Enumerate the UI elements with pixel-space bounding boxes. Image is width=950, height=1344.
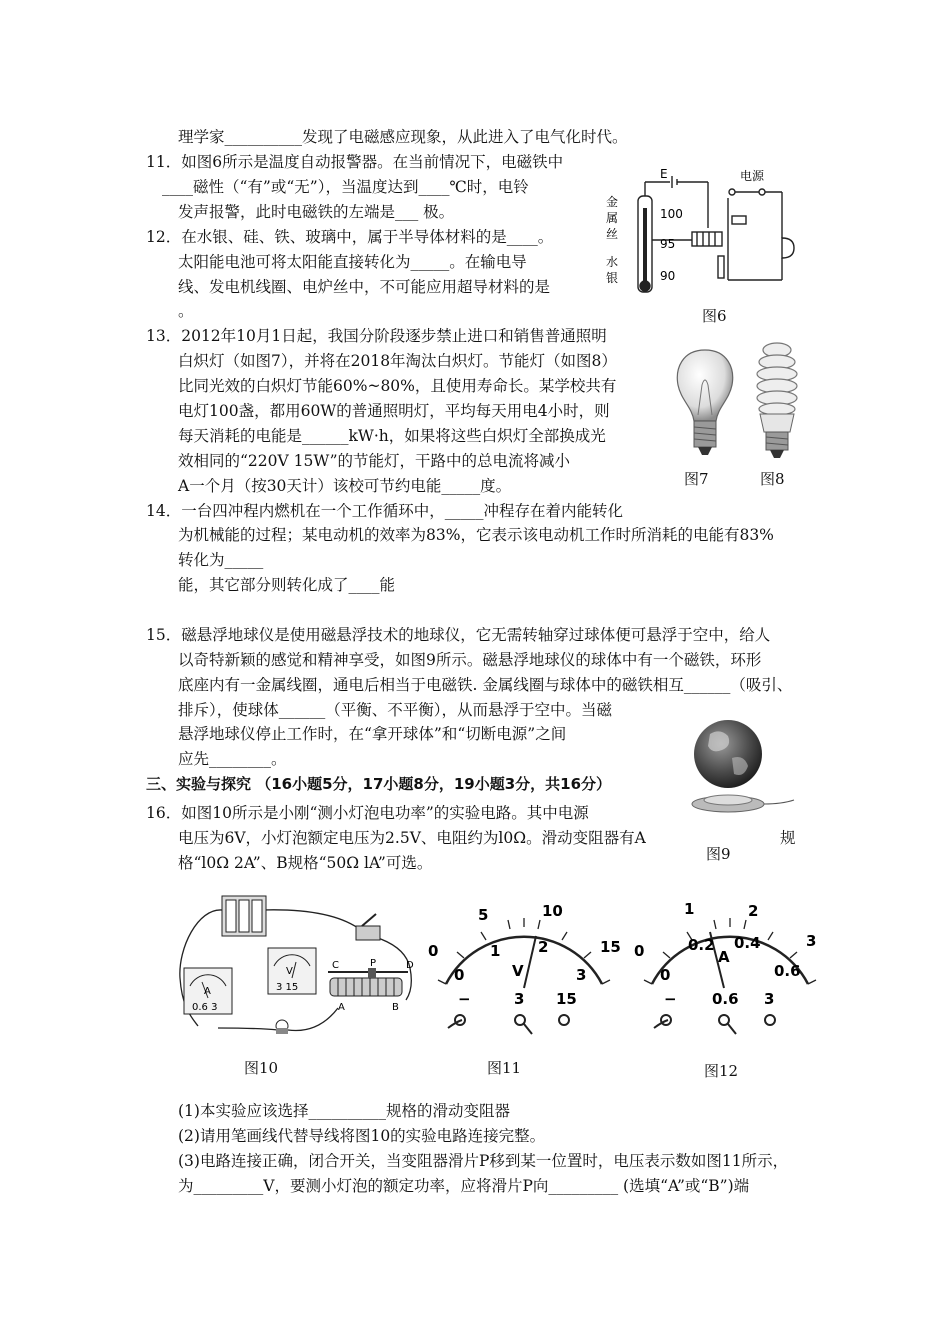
line-2: ____磁性（“有”或“无”），当温度达到____℃时，电铃 bbox=[162, 178, 529, 196]
fig11-terminal-15: 15 bbox=[556, 990, 577, 1008]
line-8: 13．2012年10月1日起，我国分阶段逐步禁止进口和销售普通照明 bbox=[146, 327, 607, 345]
fig11-needle bbox=[524, 936, 536, 988]
line-27: 电压为6V，小灯泡额定电压为2.5V、电阻约为l0Ω。滑动变阻器有A bbox=[178, 829, 646, 847]
fig12-terminal-06: 0.6 bbox=[712, 990, 739, 1008]
fig12-terminal-3: 3 bbox=[764, 990, 775, 1008]
fig12-tick-1: 1 bbox=[684, 900, 695, 918]
caption-fig11: 图11 bbox=[487, 1059, 522, 1077]
line-19: 15．磁悬浮地球仪是使用磁悬浮技术的地球仪，它无需转轴穿过球体便可悬浮于空中，给人 bbox=[146, 626, 771, 644]
fig10-label-p: P bbox=[370, 958, 377, 969]
fig11-tick-3: 3 bbox=[576, 966, 587, 984]
line-28: 规 bbox=[780, 829, 796, 847]
line-31: (2)请用笔画线代替导线将图10的实验电路连接完整。 bbox=[178, 1127, 546, 1145]
line-5: 太阳能电池可将太阳能直接转化为_____。在输电导 bbox=[178, 253, 527, 271]
fig6-label-e: E bbox=[660, 168, 668, 181]
line-6: 线、发电机线圈、电炉丝中，不可能应用超导材料的是 bbox=[178, 278, 551, 296]
line-1: 11．如图6所示是温度自动报警器。在当前情况下，电磁铁中 bbox=[146, 153, 564, 171]
fig12-terminal-minus: − bbox=[664, 990, 677, 1008]
line-33: 为_________V，要测小灯泡的额定功率，应将滑片P向_________ (选填“A”或“B”)端 bbox=[178, 1177, 750, 1195]
fig10-label-a: A bbox=[338, 1002, 345, 1013]
fig6-label-metal-2: 丝 bbox=[606, 227, 619, 241]
line-21: 底座内有一金属线圈，通电后相当于电磁铁. 金属线圈与球体中的磁铁相互______（吸引、 bbox=[178, 676, 793, 694]
fig12-tick-04: 0.4 bbox=[734, 934, 761, 952]
line-17: 转化为_____ bbox=[178, 551, 264, 569]
caption-fig7: 图7 bbox=[684, 470, 709, 488]
fig11-tick-10: 10 bbox=[542, 902, 563, 920]
figure-8-cfl-bulb bbox=[742, 338, 812, 463]
line-7: 。 bbox=[178, 302, 194, 320]
line-0: 理学家__________发现了电磁感应现象，从此进入了电气化时代。 bbox=[178, 128, 628, 146]
line-26: 16．如图10所示是小刚“测小灯泡电功率”的实验电路。其中电源 bbox=[146, 804, 589, 822]
line-10: 比同光效的白炽灯节能60%~80%，且使用寿命长。某学校共有 bbox=[178, 377, 617, 395]
line-22: 排斥），使球体______（平衡、不平衡），从而悬浮于空中。当磁 bbox=[178, 701, 613, 719]
fig11-tick-0-inner: 0 bbox=[454, 966, 465, 984]
figure-7-incandescent-bulb bbox=[670, 345, 740, 465]
fig10-voltmeter-label: V bbox=[286, 966, 293, 977]
fig11-tick-15: 15 bbox=[600, 938, 621, 956]
caption-fig6: 图6 bbox=[702, 307, 727, 325]
line-14: A一个月（按30天计）该校可节约电能_____度。 bbox=[178, 477, 512, 495]
fig10-label-d: D bbox=[406, 960, 414, 971]
fig11-tick-1: 1 bbox=[490, 942, 501, 960]
figure-10-circuit bbox=[178, 888, 418, 1038]
fig12-tick-0-outer: 0 bbox=[634, 942, 645, 960]
line-24: 应先________。 bbox=[178, 750, 287, 768]
line-29: 格“l0Ω 2A”、B规格“50Ω lA”可选。 bbox=[178, 854, 433, 872]
line-18: 能，其它部分则转化成了____能 bbox=[178, 576, 396, 594]
fig12-tick-06: 0.6 bbox=[774, 962, 801, 980]
line-15: 14．一台四冲程内燃机在一个工作循环中，_____冲程存在着内能转化 bbox=[146, 502, 623, 520]
fig10-voltmeter-scale: 3 15 bbox=[276, 982, 299, 993]
caption-fig9: 图9 bbox=[706, 845, 731, 863]
fig6-label-mercury-1: 银 bbox=[606, 271, 619, 285]
caption-fig8: 图8 bbox=[760, 470, 785, 488]
fig11-terminal-3: 3 bbox=[514, 990, 525, 1008]
line-16: 为机械能的过程；某电动机的效率为83%，它表示该电动机工作时所消耗的电能有83% bbox=[178, 526, 774, 544]
fig12-tick-3: 3 bbox=[806, 932, 817, 950]
line-9: 白炽灯（如图7），并将在2018年淘汰白炽灯。节能灯（如图8） bbox=[178, 352, 617, 370]
figure-6 bbox=[602, 168, 802, 298]
fig6-tick-100: 100 bbox=[660, 207, 683, 221]
figure-12-ammeter-dial bbox=[630, 892, 830, 1042]
fig11-terminal-minus: − bbox=[458, 990, 471, 1008]
fig6-label-metal-1: 属 bbox=[606, 211, 619, 225]
fig6-tick-90: 90 bbox=[660, 269, 676, 283]
fig10-label-c: C bbox=[332, 960, 339, 971]
line-20: 以奇特新颖的感觉和精神享受，如图9所示。磁悬浮地球仪的球体中有一个磁铁，环形 bbox=[178, 651, 762, 669]
fig6-label-power: 电源 bbox=[740, 169, 765, 183]
fig11-tick-0-outer: 0 bbox=[428, 942, 439, 960]
fig6-tick-95: 95 bbox=[660, 237, 676, 251]
line-12: 每天消耗的电能是______kW·h，如果将这些白炽灯全部换成光 bbox=[178, 427, 606, 445]
fig10-ammeter-scale: 0.6 3 bbox=[192, 1002, 218, 1013]
figure-9-maglev-globe bbox=[680, 712, 800, 822]
fig11-tick-5: 5 bbox=[478, 906, 489, 924]
line-4: 12．在水银、硅、铁、玻璃中，属于半导体材料的是____。 bbox=[146, 228, 554, 246]
line-13: 效相同的“220V 15W”的节能灯，干路中的总电流将减小 bbox=[178, 452, 570, 470]
caption-fig10: 图10 bbox=[244, 1059, 279, 1077]
fig6-label-metal-0: 金 bbox=[606, 195, 619, 209]
section-heading: 三、实验与探究 （16小题5分，17小题8分，19小题3分，共16分） bbox=[146, 775, 612, 793]
fig12-tick-02: 0.2 bbox=[688, 936, 715, 954]
fig10-ammeter-label: A bbox=[204, 986, 211, 997]
fig12-unit: A bbox=[718, 948, 730, 966]
fig12-tick-0-inner: 0 bbox=[660, 966, 671, 984]
line-23: 悬浮地球仪停止工作时，在“拿开球体”和“切断电源”之间 bbox=[178, 725, 567, 743]
line-3: 发声报警，此时电磁铁的左端是___ 极。 bbox=[178, 203, 455, 221]
line-32: (3)电路连接正确，闭合开关，当变阻器滑片P移到某一位置时，电压表示数如图11所示， bbox=[178, 1152, 789, 1170]
caption-fig12: 图12 bbox=[704, 1062, 739, 1080]
fig11-tick-2: 2 bbox=[538, 938, 549, 956]
fig6-label-mercury-0: 水 bbox=[606, 255, 619, 269]
line-30: (1)本实验应该选择__________规格的滑动变阻器 bbox=[178, 1102, 510, 1120]
fig12-tick-2: 2 bbox=[748, 902, 759, 920]
fig11-unit: V bbox=[512, 962, 524, 980]
figure-11-voltmeter-dial bbox=[424, 892, 624, 1042]
fig10-label-b: B bbox=[392, 1002, 399, 1013]
line-11: 电灯100盏，都用60W的普通照明灯，平均每天用电4小时，则 bbox=[178, 402, 610, 420]
